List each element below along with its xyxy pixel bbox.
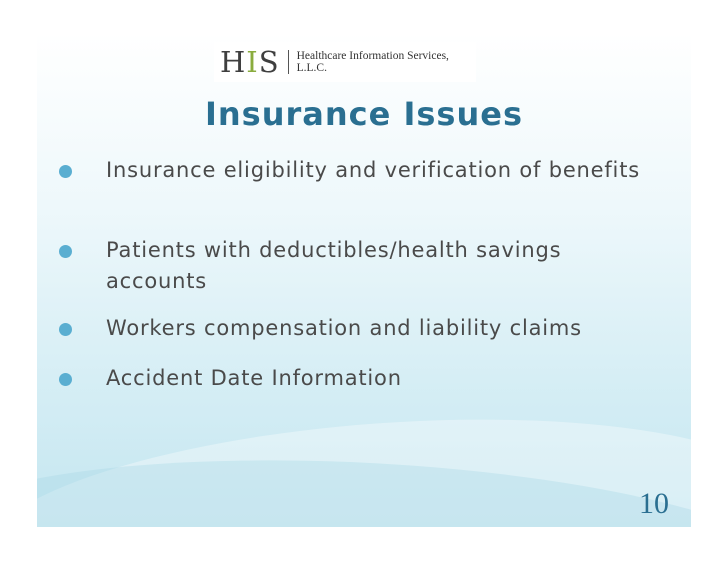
logo-letter: S — [258, 44, 280, 79]
bullet-item — [59, 363, 666, 394]
logo-mark — [220, 44, 280, 79]
bullet-item — [59, 313, 666, 344]
bullet-dot-icon — [59, 373, 72, 386]
slide-title: Insurance Issues — [204, 95, 523, 133]
bullet-text: Insurance eligibility and verification of benefits — [106, 158, 640, 182]
bullet-dot-icon — [59, 165, 72, 178]
bullet-text: Workers compensation and liability claims — [106, 316, 582, 340]
bullet-dot-icon — [59, 323, 72, 336]
page-number: 10 — [639, 487, 669, 520]
bullet-text: Patients with deductibles/health savings accounts — [106, 238, 562, 293]
slide — [37, 33, 691, 527]
logo-letter: I — [246, 44, 259, 79]
logo-letter: H — [220, 44, 247, 79]
bullet-dot-icon — [59, 245, 72, 258]
logo-divider — [288, 50, 289, 74]
bullet-item — [59, 235, 666, 297]
bullet-item — [59, 155, 666, 186]
bullet-text: Accident Date Information — [106, 366, 402, 390]
logo-company-name: Healthcare Information Services, L.L.C. — [296, 50, 449, 74]
company-logo — [214, 42, 476, 82]
